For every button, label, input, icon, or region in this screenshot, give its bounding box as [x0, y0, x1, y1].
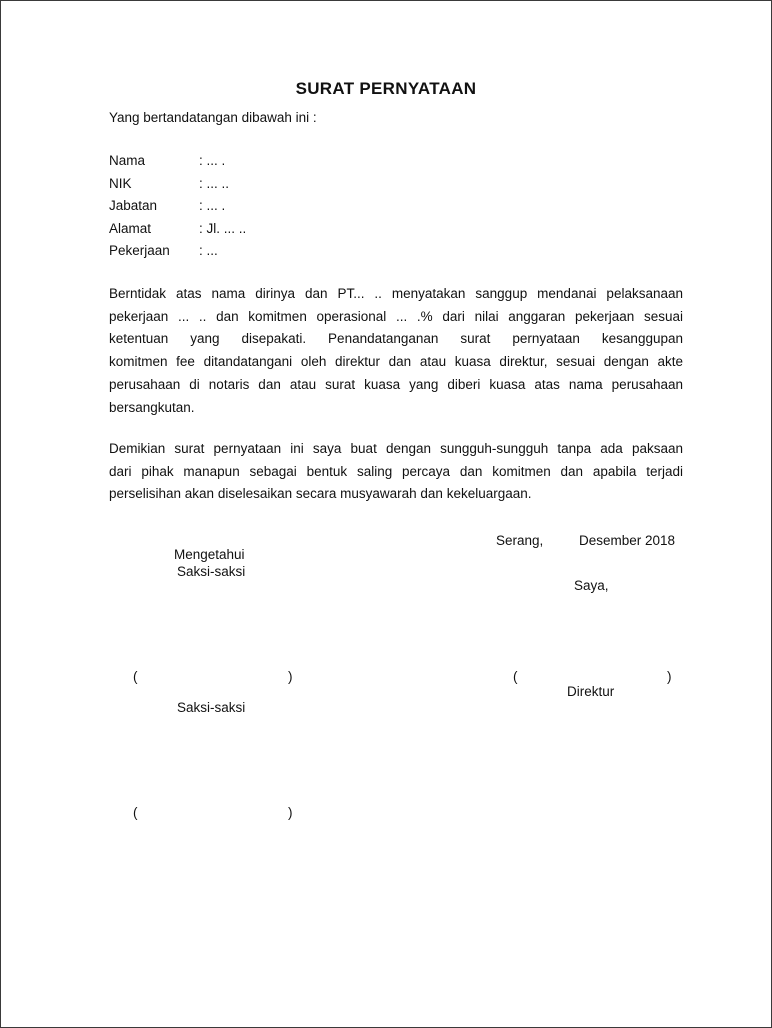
paren-close: ) — [667, 669, 672, 684]
field-row-alamat — [109, 219, 246, 242]
document-title: SURAT PERNYATAAN — [295, 79, 477, 98]
identity-fields — [109, 151, 246, 264]
field-row-jabatan — [109, 196, 246, 219]
field-value: : ... .. — [199, 175, 230, 191]
closing-paragraph — [109, 438, 683, 506]
field-value: : Jl. ... .. — [199, 220, 247, 236]
statement-paragraph — [109, 283, 683, 419]
signing-date: Desember 2018 — [579, 533, 676, 548]
field-row-pekerjaan — [109, 241, 246, 264]
paragraph-line: pekerjaan ... .. dan komitmen operasional ... .% dari nilai anggaran pekerjaan sesuai — [109, 308, 683, 324]
field-label: Pekerjaan — [109, 243, 170, 258]
paragraph-line: Berntidak atas nama dirinya dan PT... .. menyatakan sanggup mendanai pelaksanaan — [109, 286, 683, 301]
field-value: : ... — [199, 243, 218, 258]
signer-heading: Saya, — [574, 578, 609, 593]
paren-close: ) — [288, 805, 293, 820]
field-label: Jabatan — [109, 198, 158, 213]
signer-role: Direktur — [567, 684, 615, 699]
field-label: Nama — [109, 153, 146, 168]
signing-place: Serang, — [496, 533, 544, 548]
paragraph-line: ketentuan yang disepakati. Penandatanganan surat pernyataan kesanggupan — [109, 331, 683, 347]
paragraph-line: perselisihan akan diselesaikan secara musyawarah dan kekeluargaan. — [109, 486, 532, 502]
paragraph-line: perusahaan di notaris dan atau surat kuasa yang diberi kuasa atas nama perusahaan — [109, 376, 683, 392]
witness-subheading: Saksi-saksi — [177, 564, 246, 579]
paren-open: ( — [133, 805, 138, 820]
field-label: Alamat — [109, 220, 152, 236]
field-value: : ... . — [199, 198, 226, 213]
field-value: : ... . — [199, 153, 226, 168]
second-witness-label: Saksi-saksi — [177, 700, 246, 715]
paren-close: ) — [288, 669, 293, 684]
witness-heading: Mengetahui — [174, 547, 245, 562]
field-row-nik — [109, 174, 246, 197]
paragraph-line: Demikian surat pernyataan ini saya buat dengan sungguh-sungguh tanpa ada paksaan — [109, 441, 683, 456]
paragraph-line: komitmen fee ditandatangani oleh direktur dan atau kuasa direktur, sesuai dengan akte — [109, 354, 683, 370]
paragraph-line: bersangkutan. — [109, 399, 195, 415]
paragraph-line: dari pihak manapun sebagai bentuk saling percaya dan komitmen dan apabila terjadi — [109, 463, 683, 479]
paren-open: ( — [513, 669, 518, 684]
intro-line: Yang bertandatangan dibawah ini : — [109, 110, 317, 125]
field-label: NIK — [109, 175, 132, 191]
field-row-nama — [109, 151, 246, 174]
paren-open: ( — [133, 669, 138, 684]
